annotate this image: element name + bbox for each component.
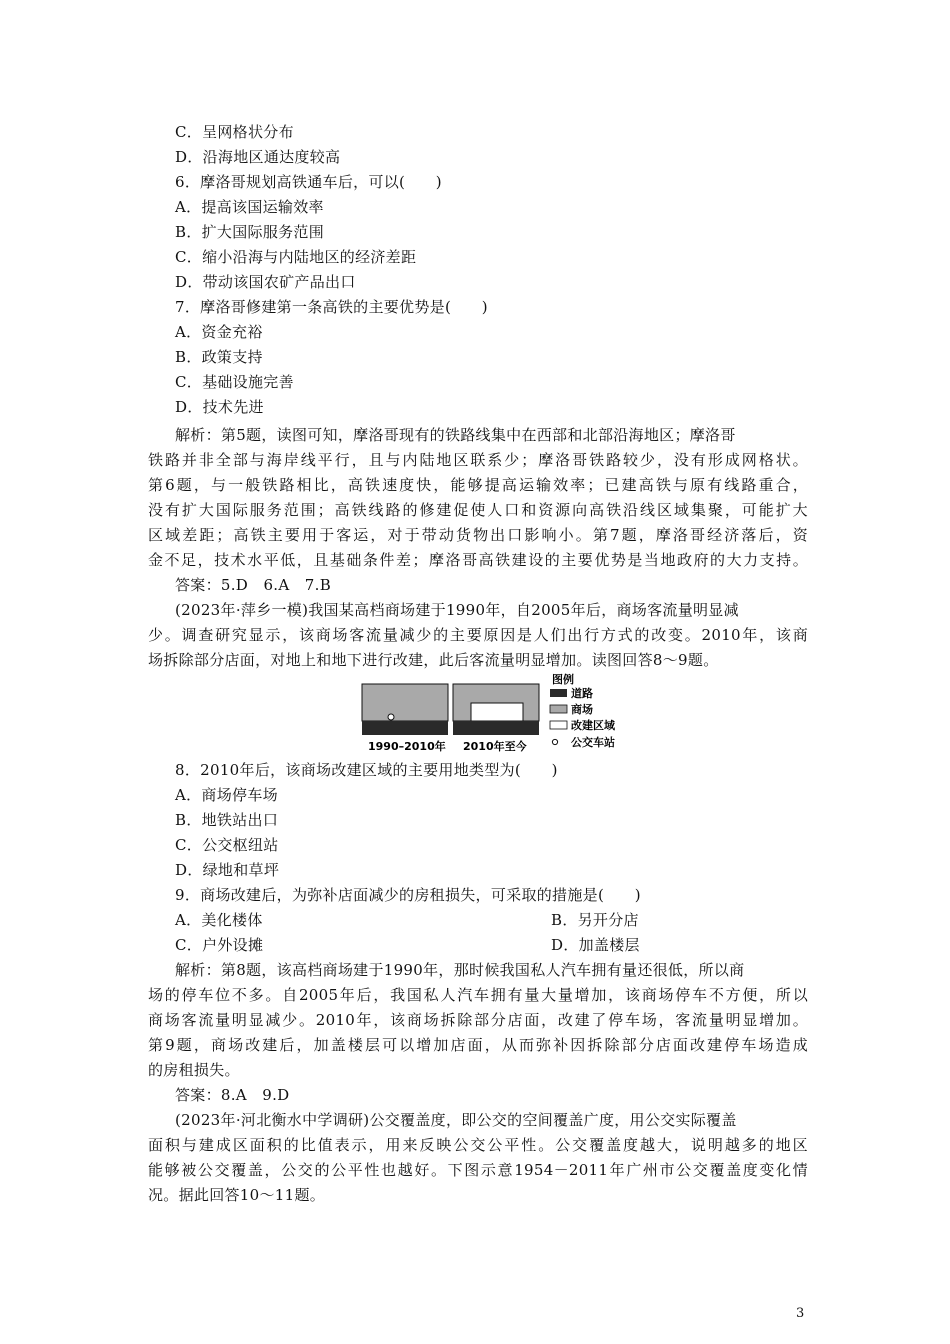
passage-2-line: 少。调查研究显示，该商场客流量减少的主要原因是人们出行方式的改变。2010年，该商 xyxy=(148,626,808,644)
analysis-2-line: 场的停车位不多。自2005年后，我国私人汽车拥有量大量增加，该商场停车不方便，所以 xyxy=(148,986,808,1004)
q6-option-a: A．提高该国运输效率 xyxy=(175,198,324,216)
legend-mall: 商场 xyxy=(571,703,593,716)
legend-road: 道路 xyxy=(571,687,593,700)
legend-bus-stop: 公交车站 xyxy=(571,736,615,749)
q7-option-a: A．资金充裕 xyxy=(175,323,263,341)
analysis-1-line: 区域差距；高铁主要用于客运，对于带动货物出口影响小。第7题，摩洛哥经济落后，资 xyxy=(148,526,808,544)
analysis-2-line: 的房租损失。 xyxy=(148,1061,240,1079)
q9-option-a: A．美化楼体 xyxy=(175,911,263,929)
passage-3-line: 面积与建成区面积的比值表示，用来反映公交公平性。公交覆盖度越大，说明越多的地区 xyxy=(148,1136,808,1154)
q6-option-d: D．带动该国农矿产品出口 xyxy=(175,273,356,291)
answer-5-7: 答案：5.D 6.A 7.B xyxy=(175,576,332,594)
page-number: 3 xyxy=(796,1306,805,1321)
passage-2-line: (2023年·萍乡一模)我国某高档商场建于1990年，自2005年后，商场客流量明显减 xyxy=(175,601,739,619)
analysis-2-line: 第9题，商场改建后，加盖楼层可以增加店面，从而弥补因拆除部分店面改建停车场造成 xyxy=(148,1036,808,1054)
mall-rebuild-figure xyxy=(360,672,630,754)
q9-option-c: C．户外设摊 xyxy=(175,936,264,954)
q7-option-c: C．基础设施完善 xyxy=(175,373,294,391)
q7-option-b: B．政策支持 xyxy=(175,348,263,366)
question-9: 9．商场改建后，为弥补店面减少的房租损失，可采取的措施是( ) xyxy=(175,886,641,904)
line-1: C．呈网格状分布 xyxy=(175,123,294,141)
legend-mall-swatch xyxy=(550,705,567,713)
question-6: 6．摩洛哥规划高铁通车后，可以( ) xyxy=(175,173,442,191)
legend-rebuild-swatch xyxy=(550,721,567,729)
passage-2-line: 场拆除部分店面，对地上和地下进行改建，此后客流量明显增加。读图回答8～9题。 xyxy=(148,651,719,669)
analysis-1-line: 解析：第5题，读图可知，摩洛哥现有的铁路线集中在西部和北部沿海地区；摩洛哥 xyxy=(175,426,736,444)
question-8: 8．2010年后，该商场改建区域的主要用地类型为( ) xyxy=(175,761,558,779)
passage-3-line: (2023年·河北衡水中学调研)公交覆盖度，即公交的空间覆盖广度，用公交实际覆盖 xyxy=(175,1111,737,1129)
legend-title: 图例 xyxy=(552,673,574,686)
q8-option-d: D．绿地和草坪 xyxy=(175,861,280,879)
q6-option-c: C．缩小沿海与内陆地区的经济差距 xyxy=(175,248,417,266)
panel-1-label: 1990–2010年 xyxy=(368,740,446,753)
q7-option-d: D．技术先进 xyxy=(175,398,264,416)
legend-road-swatch xyxy=(550,689,567,697)
q8-option-b: B．地铁站出口 xyxy=(175,811,279,829)
bus-stop-icon xyxy=(388,714,394,720)
q9-option-d: D．加盖楼层 xyxy=(551,936,640,954)
analysis-1-line: 铁路并非全部与海岸线平行，且与内陆地区联系少；摩洛哥铁路较少，没有形成网格状。 xyxy=(148,451,808,469)
legend-rebuild: 改建区域 xyxy=(571,719,615,732)
analysis-2-line: 解析：第8题，该高档商场建于1990年，那时候我国私人汽车拥有量还很低，所以商 xyxy=(175,961,745,979)
analysis-2-line: 商场客流量明显减少。2010年，该商场拆除部分店面，改建了停车场，客流量明显增加。 xyxy=(148,1011,808,1029)
analysis-1-line: 第6题，与一般铁路相比，高铁速度快，能够提高运输效率；已建高铁与原有线路重合， xyxy=(148,476,808,494)
q6-option-b: B．扩大国际服务范围 xyxy=(175,223,325,241)
q8-option-c: C．公交枢纽站 xyxy=(175,836,279,854)
question-7: 7．摩洛哥修建第一条高铁的主要优势是( ) xyxy=(175,298,488,316)
analysis-1-line: 金不足，技术水平低，且基础条件差；摩洛哥高铁建设的主要优势是当地政府的大力支持。 xyxy=(148,551,808,569)
line-2: D．沿海地区通达度较高 xyxy=(175,148,341,166)
answer-8-9: 答案：8.A 9.D xyxy=(175,1086,290,1104)
passage-3-line: 况。据此回答10～11题。 xyxy=(148,1186,326,1204)
panel-1990-2010 xyxy=(362,684,448,735)
passage-3-line: 能够被公交覆盖，公交的公平性也越好。下图示意1954－2011年广州市公交覆盖度变化情 xyxy=(148,1161,808,1179)
q9-option-b: B．另开分店 xyxy=(551,911,639,929)
panel-2-label: 2010年至今 xyxy=(463,740,527,753)
legend-bus-stop-icon xyxy=(552,739,557,744)
panel-2010-now xyxy=(453,684,539,735)
q8-option-a: A．商场停车场 xyxy=(175,786,278,804)
analysis-1-line: 没有扩大国际服务范围；高铁线路的修建促使人口和资源向高铁沿线区域集聚，可能扩大 xyxy=(148,501,808,519)
